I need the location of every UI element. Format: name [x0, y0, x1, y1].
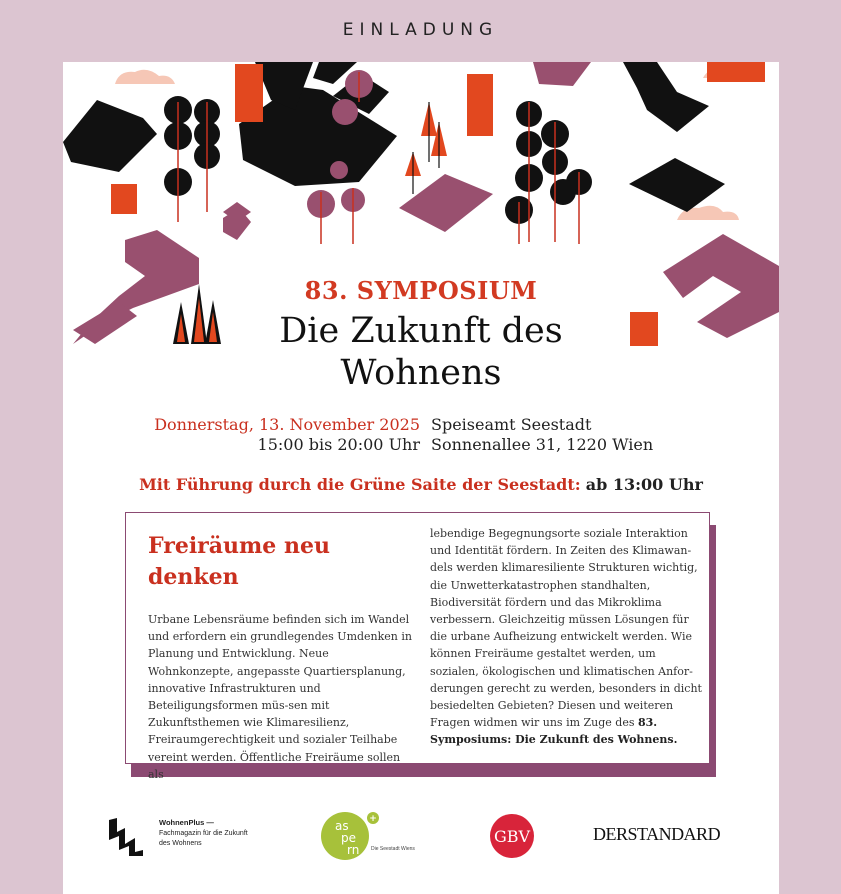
- event-title: [63, 310, 779, 394]
- article-column-2-text: lebendige Begegnungsorte soziale Interaktion und Identität fördern. In Zeiten des Klimawan-dels werden klimaresiliente Strukturen wichtig, die Unwetterkatastrophen standhalten, Biodiversität fördern und das Mikroklima verbessern. Gleichzeitig müssen Lösungen für die urbane Aufheizung entwickelt werden. Wie können Freiräume gestaltet werden, um sozialen, ökologischen und klimatischen Anfor-derungen gerecht zu werden, besonders in dicht besiedelten Gebieten? Diesen und weiteren Fragen widmen wir uns im Zuge des: [430, 527, 702, 730]
- article-heading-line-2: denken: [148, 564, 239, 590]
- wohnenplus-name: WohnenPlus —: [159, 818, 214, 827]
- event-time: 15:00 bis 20:00 Uhr: [257, 435, 420, 454]
- aspern-sub: Die Seestadt Wiens: [371, 846, 415, 852]
- invitation-header: EINLADUNG: [342, 20, 499, 40]
- wohnenplus-sub-2: des Wohnens: [159, 840, 202, 847]
- event-venue: Speiseamt Seestadt: [431, 415, 592, 434]
- article-column-2: [430, 525, 702, 749]
- aspern-line-3: rn: [347, 843, 360, 857]
- gbv-text: GBV: [493, 827, 531, 846]
- aspern-line-2: pe: [341, 831, 356, 845]
- wohnenplus-logo-icon: [107, 816, 145, 858]
- article-column-1: Urbane Lebensräume befinden sich im Wandel und erfordern ein grundlegendes Umdenken in Planung und Entwicklung. Neue Wohnkonzepte, angepasste Quartiersplanung, innovative Infrastrukturen und Beteiligungsformen müs-sen mit Zukunftsthemen wie Klimaresilienz, Freiraumgerechtigkeit und sozialer Teilhabe vereint werden. Öffentliche Freiräume sollen als: [148, 613, 412, 781]
- wohnenplus-text: [159, 818, 248, 849]
- tour-time: ab 13:00 Uhr: [585, 475, 703, 494]
- article-heading: [148, 531, 378, 593]
- article-heading-line-1: Freiräume neu: [148, 533, 330, 559]
- article-box: [125, 512, 710, 781]
- svg-text:+: +: [369, 814, 377, 824]
- aspern-line-1: as: [335, 819, 349, 833]
- invitation-card: [63, 62, 779, 894]
- title-line-2: Wohnens: [340, 353, 502, 393]
- partner-logos: [63, 804, 779, 864]
- event-location: [431, 415, 771, 455]
- tour-label: Mit Führung durch die Grüne Saite der Seestadt:: [139, 475, 581, 494]
- derstandard-logo: DERSTANDARD: [593, 824, 721, 844]
- aspern-logo: [321, 810, 385, 862]
- gbv-logo: [488, 812, 536, 860]
- city-illustration: [63, 62, 779, 352]
- event-address: Sonnenallee 31, 1220 Wien: [431, 435, 654, 454]
- wohnenplus-sub-1: Fachmagazin für die Zukunft: [159, 830, 248, 837]
- symposium-number: 83. SYMPOSIUM: [304, 276, 538, 305]
- event-date: Donnerstag, 13. November 2025: [154, 415, 420, 434]
- title-line-1: Die Zukunft des: [279, 311, 563, 351]
- guided-tour: [63, 475, 779, 494]
- article-closing-bold: 83. Symposiums: Die Zukunft des Wohnens.: [430, 716, 678, 747]
- event-datetime: [63, 415, 420, 455]
